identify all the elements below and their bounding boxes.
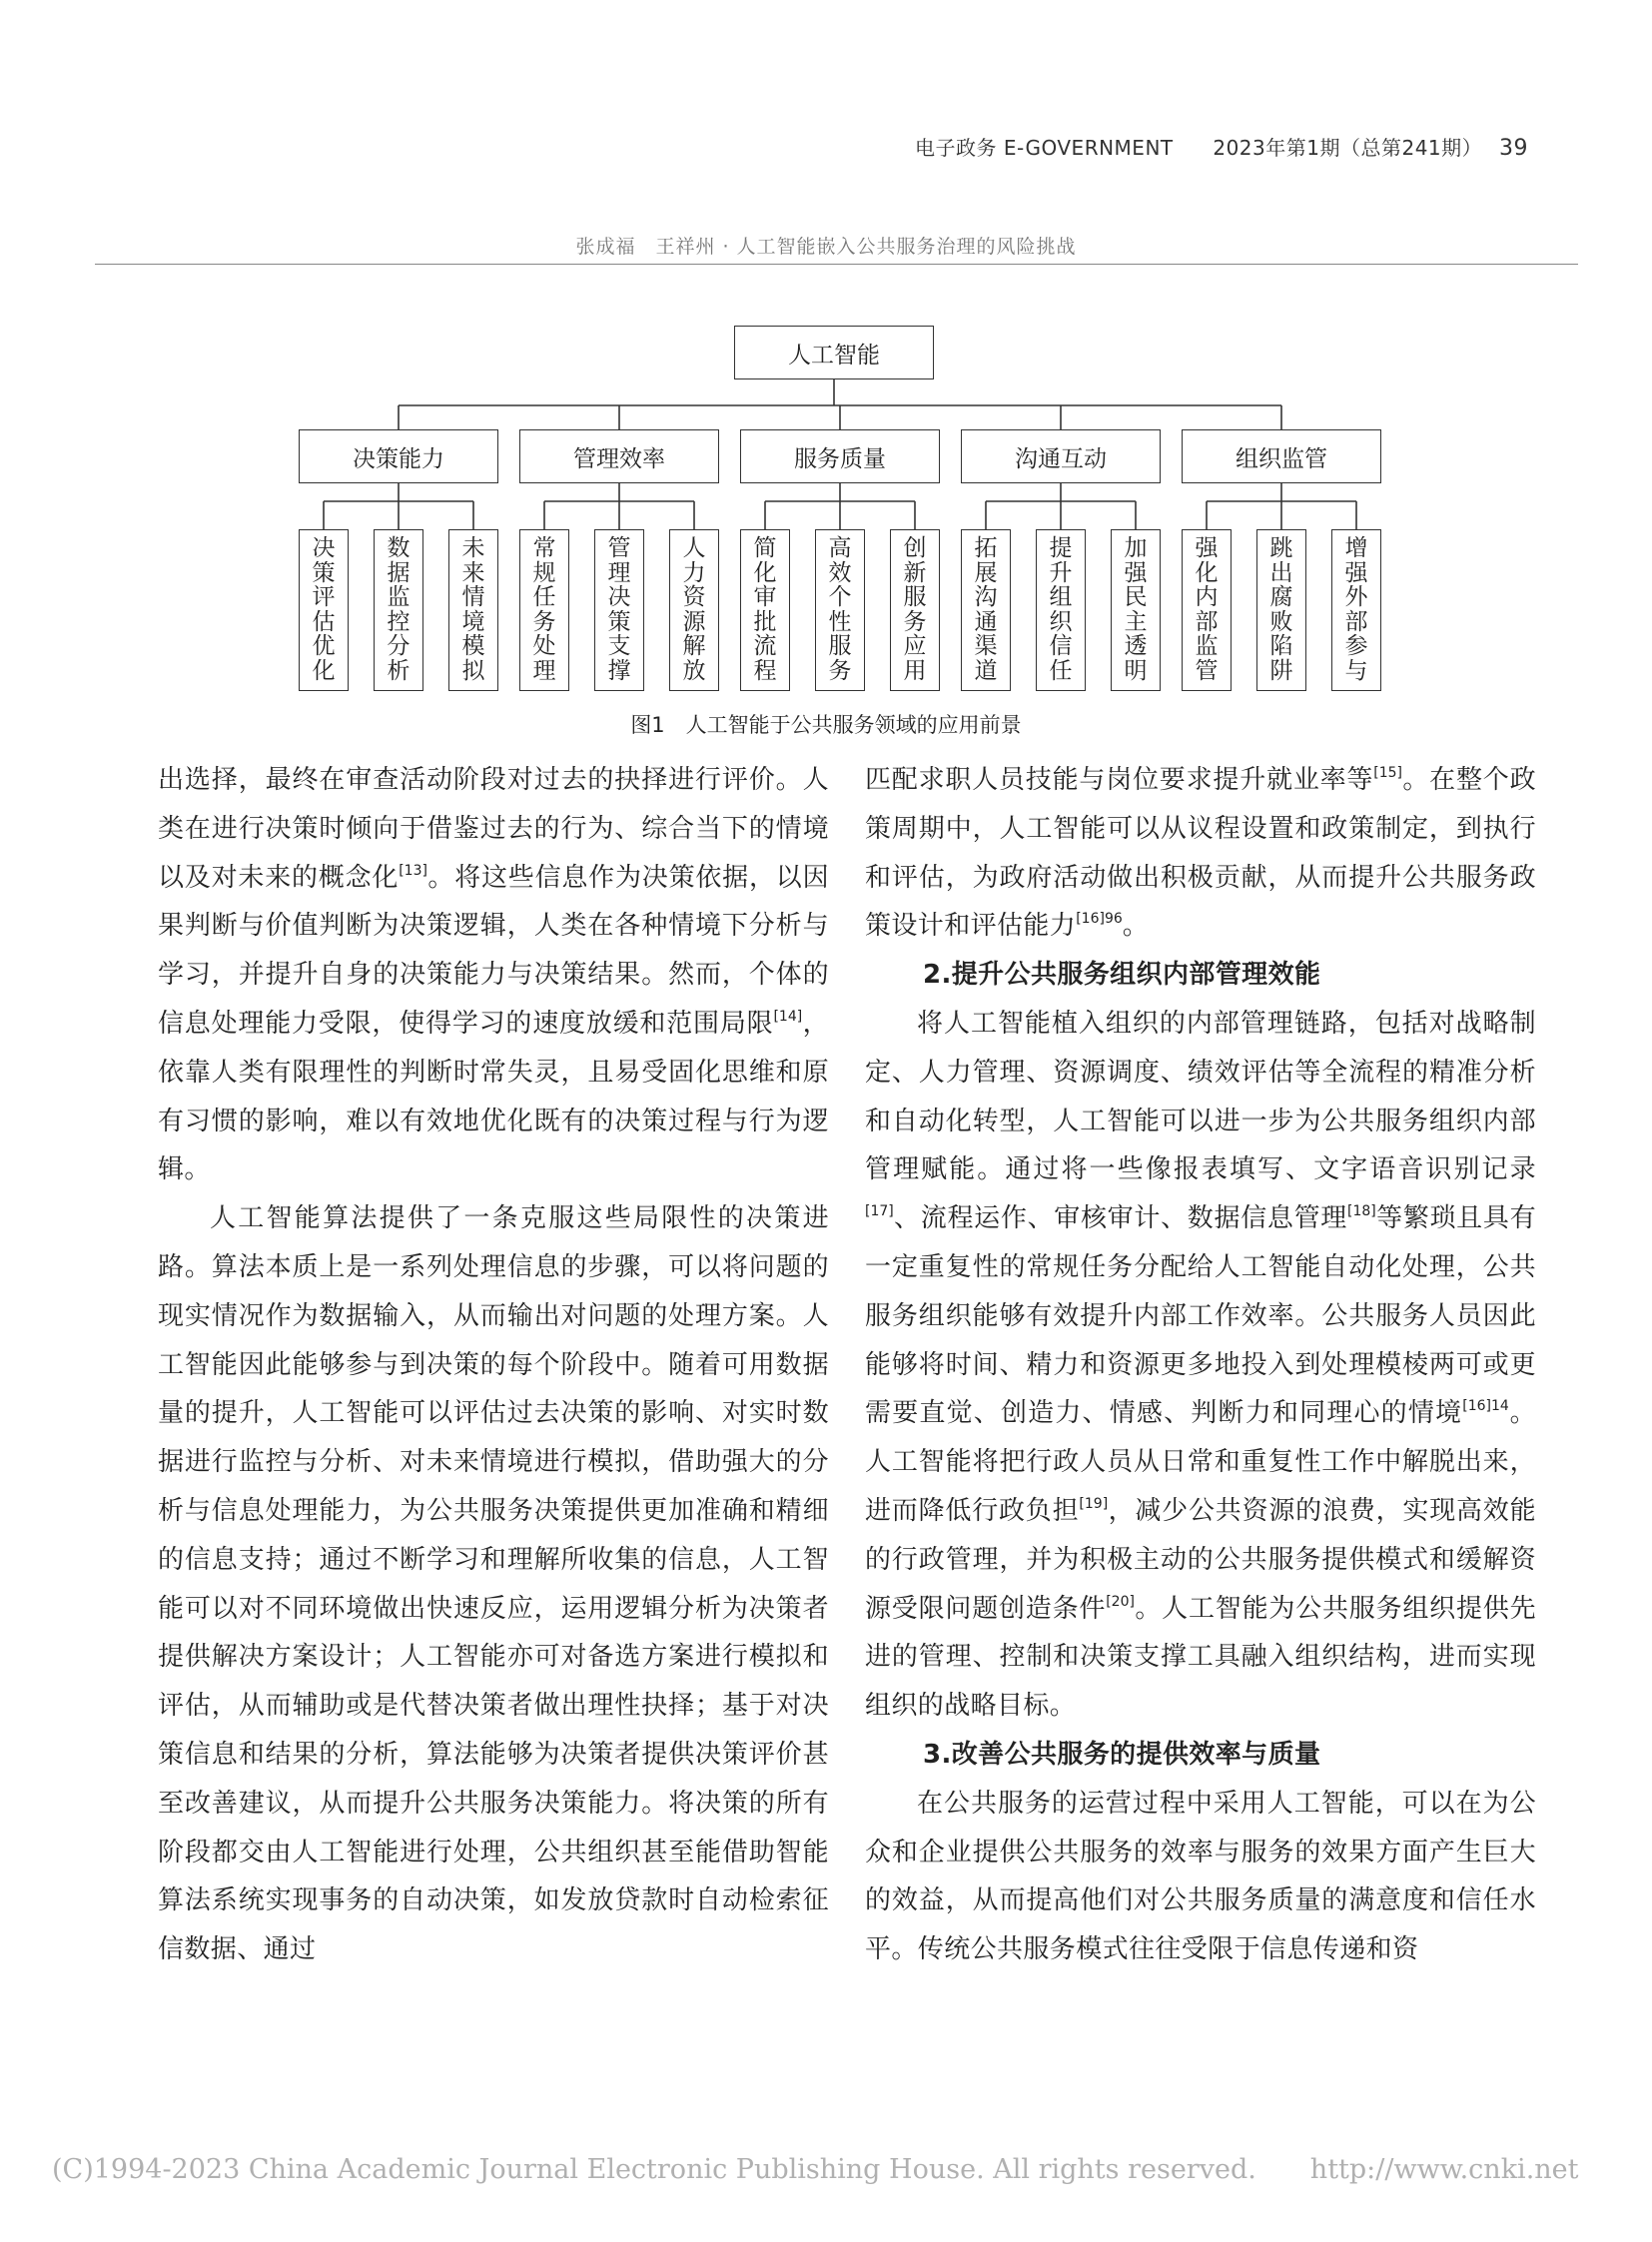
leaf-node: 未 来 情 境 模 拟 (448, 529, 498, 691)
issue-info: 2023年第1期（总第241期） (1213, 136, 1483, 160)
leaf-node: 数 据 监 控 分 析 (374, 529, 423, 691)
category-node: 管理效率 (519, 429, 719, 483)
left-column (158, 756, 829, 1974)
citation: [16]96 (1076, 911, 1123, 928)
leaf-node: 管 理 决 策 支 撑 (594, 529, 644, 691)
category-node: 服务质量 (740, 429, 940, 483)
paragraph: 匹配求职人员技能与岗位要求提升就业率等[15]。在整个政策周期中，人工智能可以从议程设置和政策制定，到执行和评估，为政府活动做出积极贡献，从而提升公共服务政策设计和评估能力$^{[16]96}$。 (865, 765, 1536, 942)
citation: [14] (773, 1008, 803, 1025)
citation: [18] (1347, 1203, 1376, 1220)
category-node: 沟通互动 (961, 429, 1161, 483)
leaf-node: 拓 展 沟 通 渠 道 (961, 529, 1011, 691)
leaf-node: 增 强 外 部 参 与 (1331, 529, 1381, 691)
leaf-node: 简 化 审 批 流 程 (740, 529, 790, 691)
leaf-node: 高 效 个 性 服 务 (815, 529, 865, 691)
citation: [17] (865, 1203, 894, 1220)
leaf-node: 决 策 评 估 优 化 (299, 529, 349, 691)
header-rule (95, 264, 1578, 265)
citation: [20] (1106, 1593, 1135, 1610)
leaf-node: 创 新 服 务 应 用 (890, 529, 940, 691)
category-node: 决策能力 (299, 429, 498, 483)
paragraph: 将人工智能植入组织的内部管理链路，包括对战略制定、人力管理、资源调度、绩效评估等全流程的精准分析和自动化转型，人工智能可以进一步为公共服务组织内部管理赋能。通过将一些像报表填写、文字语音识别记录[17]、流程运作、审核审计、数据信息管理[18]等繁琐且具有一定重复性的常规任务分配给人工智能自动化处理，公共服务组织能够有效提升内部工作效率。公共服务人员因此能够将时间、精力和资源更多地投入到处理模棱两可或更需要直觉、创造力、情感、判断力和同理心的情境$^{[16]14}$。人工智能将把行政人员从日常和重复性工作中解脱出来，进而降低行政负担[19]，减少公共资源的浪费，实现高效能的行政管理，并为积极主动的公共服务提供模式和缓解资源受限问题创造条件[20]。人工智能为公共服务组织提供先进的管理、控制和决策支撑工具融入组织结构，进而实现组织的战略目标。 (865, 1008, 1536, 1722)
section-heading: 3.改善公共服务的提供效率与质量 (923, 1739, 1321, 1770)
citation: [13] (399, 862, 427, 879)
leaf-node: 常 规 任 务 处 理 (519, 529, 569, 691)
running-head (915, 132, 1528, 161)
citation: [16]14 (1462, 1398, 1509, 1415)
citation: [19] (1079, 1495, 1109, 1512)
leaf-node: 跳 出 腐 败 陷 阱 (1256, 529, 1306, 691)
paragraph: 人工智能算法提供了一条克服这些局限性的决策进路。算法本质上是一系列处理信息的步骤，可以将问题的现实情况作为数据输入，从而输出对问题的处理方案。人工智能因此能够参与到决策的每个阶段中。随着可用数据量的提升，人工智能可以评估过去决策的影响、对实时数据进行监控与分析、对未来情境进行模拟，借助强大的分析与信息处理能力，为公共服务决策提供更加准确和精细的信息支持；通过不断学习和理解所收集的信息，人工智能可以对不同环境做出快速反应，运用逻辑分析为决策者提供解决方案设计；人工智能亦可对备选方案进行模拟和评估，从而辅助或是代替决策者做出理性抉择；基于对决策信息和结果的分析，算法能够为决策者提供决策评价甚至改善建议，从而提升公共服务决策能力。将决策的所有阶段都交由人工智能进行处理，公共组织甚至能借助智能算法系统实现事务的自动决策，如发放贷款时自动检索征信数据、通过 (158, 1203, 829, 1965)
copyright-footer: (C)1994-2023 China Academic Journal Electronic Publishing House. All rights reserved. http://www.cnki.net (52, 2154, 1579, 2185)
article-running-title: 张成福 王祥州 · 人工智能嵌入公共服务治理的风险挑战 (575, 236, 1077, 258)
paragraph: 在公共服务的运营过程中采用人工智能，可以在为公众和企业提供公共服务的效率与服务的效果方面产生巨大的效益，从而提高他们对公共服务质量的满意度和信任水平。传统公共服务模式往往受限于信息传递和资 (865, 1788, 1536, 1965)
right-column (865, 756, 1536, 1974)
figure-caption: 图1 人工智能于公共服务领域的应用前景 (630, 713, 1022, 737)
journal-name: 电子政务 E-GOVERNMENT (915, 136, 1174, 160)
section-heading: 2.提升公共服务组织内部管理效能 (923, 960, 1321, 991)
root-node: 人工智能 (734, 326, 934, 379)
category-node: 组织监管 (1182, 429, 1381, 483)
paragraph: 出选择，最终在审查活动阶段对过去的抉择进行评价。人类在进行决策时倾向于借鉴过去的行为、综合当下的情境以及对未来的概念化[13]。将这些信息作为决策依据，以因果判断与价值判断为决策逻辑，人类在各种情境下分析与学习，并提升自身的决策能力与决策结果。然而，个体的信息处理能力受限，使得学习的速度放缓和范围局限[14]，依靠人类有限理性的判断时常失灵，且易受固化思维和原有习惯的影响，难以有效地优化既有的决策过程与行为逻辑。 (158, 765, 830, 1185)
figure-1-tree-diagram (0, 318, 1652, 767)
leaf-node: 强 化 内 部 监 管 (1182, 529, 1232, 691)
leaf-node: 加 强 民 主 透 明 (1111, 529, 1161, 691)
citation: [15] (1373, 765, 1402, 781)
page-number: 39 (1499, 136, 1528, 161)
leaf-node: 提 升 组 织 信 任 (1036, 529, 1086, 691)
leaf-node: 人 力 资 源 解 放 (669, 529, 719, 691)
